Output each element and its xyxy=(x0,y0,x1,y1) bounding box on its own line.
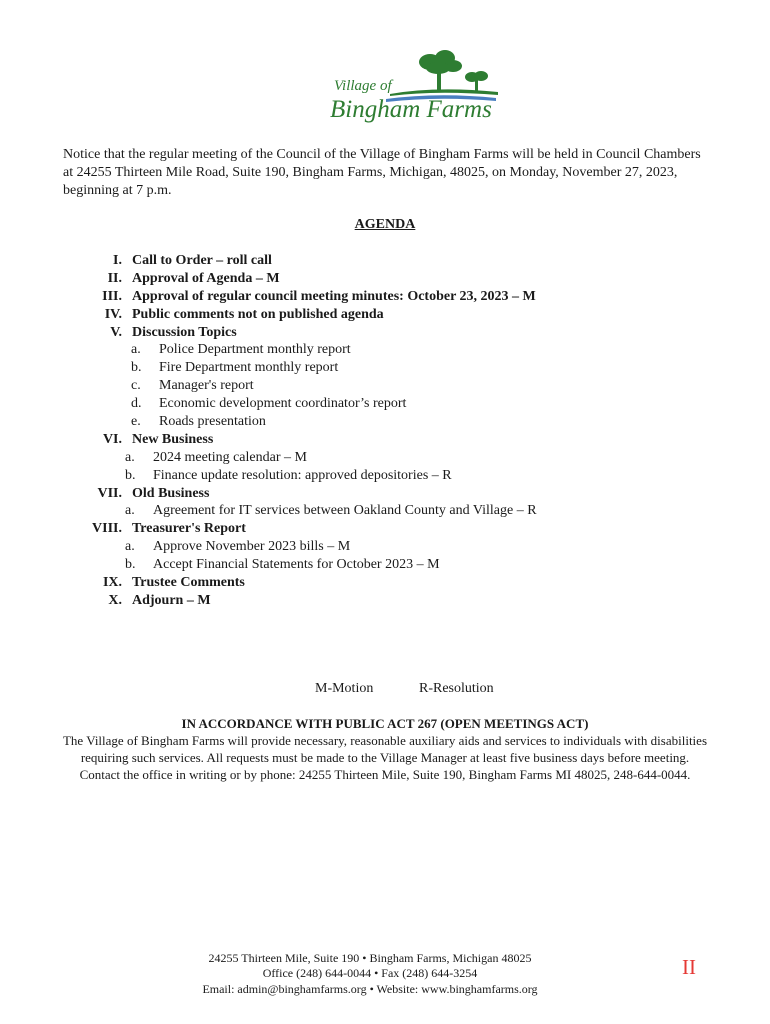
page-marker: II xyxy=(682,955,696,979)
agenda-item: VII. Old Business xyxy=(97,485,210,501)
agenda-subitem: e. Roads presentation xyxy=(131,414,266,430)
agenda-subitem: a. Agreement for IT services between Oakland County and Village – R xyxy=(125,503,537,519)
agenda-subitem: a. 2024 meeting calendar – M xyxy=(125,449,307,465)
agenda-item: VI. New Business xyxy=(102,431,214,447)
agenda-heading: AGENDA xyxy=(354,217,416,232)
agenda-item: IX. Trustee Comments xyxy=(102,575,245,591)
footer-contact: Email: admin@binghamfarms.org • Website: www.binghamfarms.org xyxy=(202,982,538,996)
agenda-subitem: a. Approve November 2023 bills – M xyxy=(125,539,351,555)
agenda-item: X. Adjourn – M xyxy=(108,592,211,608)
logo-text-village: Village of xyxy=(334,78,392,94)
agenda-subitem: b. Finance update resolution: approved depositories – R xyxy=(125,467,452,483)
agenda-item: II. Approval of Agenda – M xyxy=(107,270,280,286)
village-logo xyxy=(326,48,502,128)
agenda-subitem: b. Fire Department monthly report xyxy=(131,360,339,376)
agenda-list xyxy=(0,252,770,610)
logo-text-name: Bingham Farms xyxy=(330,96,492,123)
agenda-subitem: c. Manager's report xyxy=(131,378,254,394)
agenda-item: I. Call to Order – roll call xyxy=(113,253,272,268)
agenda-subitem: b. Accept Financial Statements for October 2023 – M xyxy=(125,557,440,573)
agenda-item: V. Discussion Topics xyxy=(110,324,237,340)
legend-resolution: R-Resolution xyxy=(419,681,494,696)
footer-address: 24255 Thirteen Mile, Suite 190 • Bingham Farms, Michigan 48025 xyxy=(208,951,532,965)
footer-phone: Office (248) 644-0044 • Fax (248) 644-3254 xyxy=(262,966,478,980)
agenda-subitem: a. Police Department monthly report xyxy=(131,342,351,358)
agenda-item: VIII. Treasurer's Report xyxy=(92,521,246,537)
accessibility-heading: IN ACCORDANCE WITH PUBLIC ACT 267 (OPEN MEETINGS ACT) xyxy=(181,716,589,731)
agenda-item: III. Approval of regular council meeting minutes: October 23, 2023 – M xyxy=(102,288,536,304)
accessibility-notice: The Village of Bingham Farms will provide necessary, reasonable auxiliary aids and services to individuals with disabilities requiring such services. All requests must be made to the Village Manager at least five business days before meeting. Contact the office in writing or by phone: 24255 Thirteen Mile, Suite 190, Bingham Farms MI 48025, 248-644-0044. xyxy=(62,733,707,782)
agenda-item: IV. Public comments not on published agenda xyxy=(104,306,384,322)
agenda-subitem: d. Economic development coordinator’s report xyxy=(131,396,407,412)
legend-motion: M-Motion xyxy=(315,681,374,696)
meeting-notice: Notice that the regular meeting of the Council of the Village of Bingham Farms will be held in Council Chambers at 24255 Thirteen Mile Road, Suite 190, Bingham Farms, Michigan, 48025, on Monday, November 27, 2023, beginning at 7 p.m. xyxy=(63,147,701,198)
